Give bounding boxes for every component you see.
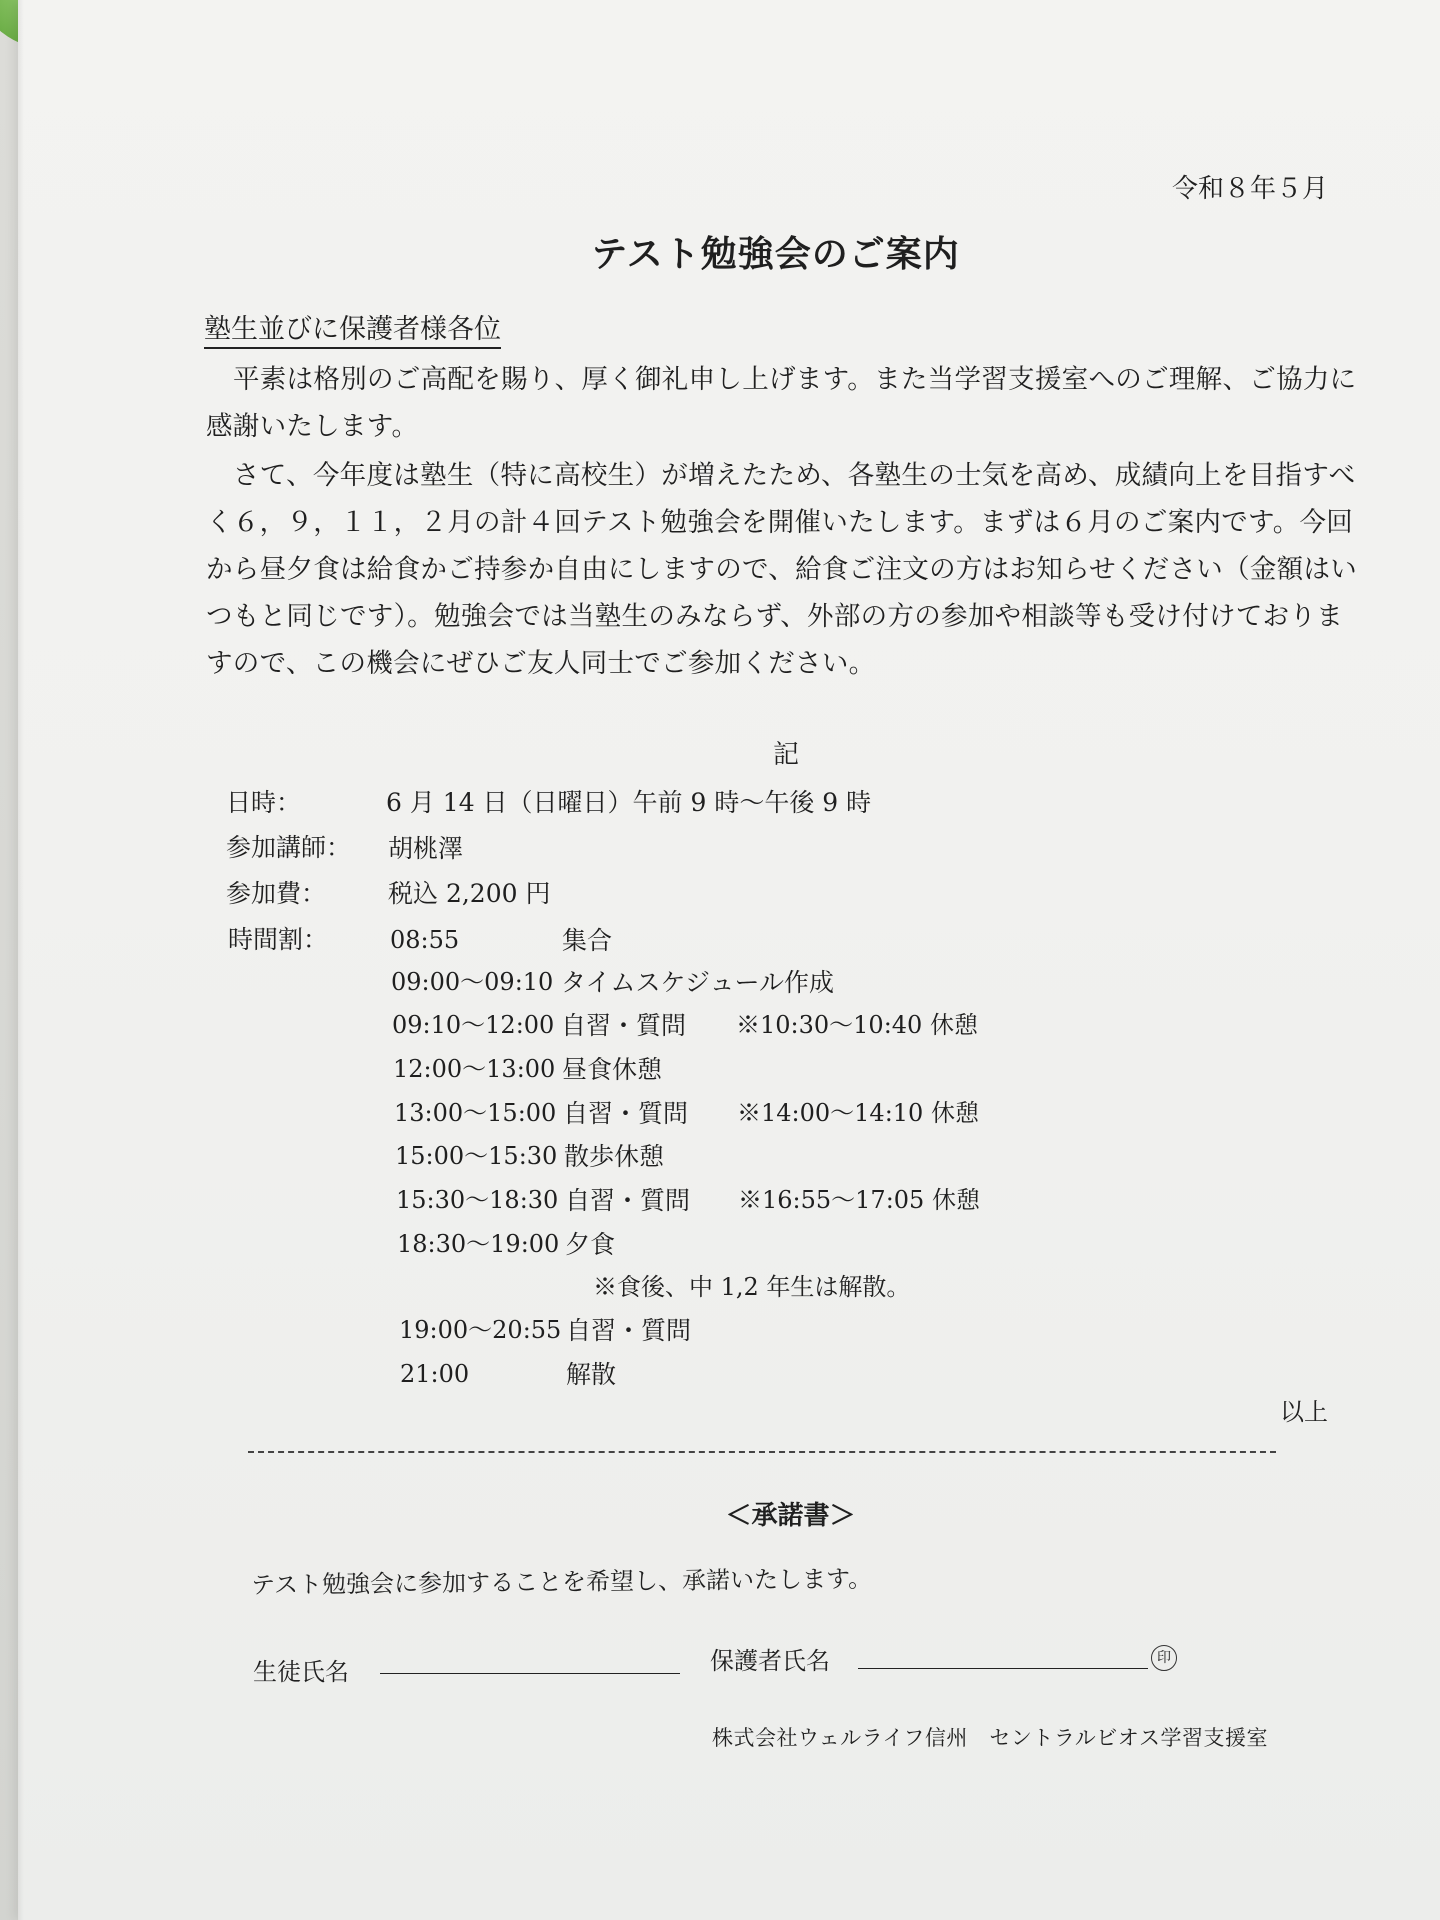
schedule-time: 08:55 bbox=[390, 926, 460, 954]
schedule-time: 09:00～09:10 bbox=[391, 968, 554, 996]
guardian-name-line[interactable] bbox=[858, 1668, 1148, 1669]
schedule-time: 13:00～15:00 bbox=[394, 1099, 557, 1127]
guardian-name-label: 保護者氏名 bbox=[710, 1647, 830, 1675]
addressee: 塾生並びに保護者様各位 bbox=[204, 316, 501, 349]
schedule-activity: 自習・質問 bbox=[561, 1011, 687, 1040]
company-name: 株式会社ウェルライフ信州 セントラルビオス学習支援室 bbox=[712, 1726, 1269, 1750]
schedule-activity: 集合 bbox=[562, 926, 613, 955]
greeting-paragraph: 平素は格別のご高配を賜り、厚く御礼申し上げます。また当学習支援室へのご理解、ご協力に感謝いたします。 bbox=[206, 364, 1357, 442]
instructor-label: 参加講師： bbox=[226, 833, 352, 862]
datetime-value: 6 月 14 日（日曜日）午前 9 時～午後 9 時 bbox=[386, 788, 872, 817]
schedule-time: 18:30～19:00 bbox=[397, 1230, 560, 1258]
closing-mark: 以上 bbox=[1280, 1398, 1328, 1426]
details-heading: 記 bbox=[772, 740, 799, 770]
schedule-time: 15:30～18:30 bbox=[396, 1186, 559, 1214]
schedule-activity: 自習・質問 bbox=[565, 1186, 691, 1215]
schedule-time: 09:10～12:00 bbox=[392, 1011, 555, 1039]
document-title: テスト勉強会のご案内 bbox=[591, 234, 960, 275]
schedule-time: 15:00～15:30 bbox=[395, 1142, 558, 1170]
announcement-paragraph: さて、今年度は塾生（特に高校生）が増えたため、各塾生の士気を高め、成績向上を目指すべく６，９，１１，２月の計４回テスト勉強会を開催いたします。まずは６月のご案内です。今回から昼夕食は給食かご持参か自由にしますので、給食ご注文の方はお知らせください（金額はいつもと同じです）。勉強会では当塾生のみならず、外部の方の参加や相談等も受け付けておりますので、この機会にぜひご友人同士でご参加ください。 bbox=[206, 460, 1358, 679]
document-date: 令和８年５月 bbox=[1171, 174, 1328, 204]
schedule-activity: 散歩休憩 bbox=[564, 1142, 665, 1171]
student-name-label: 生徒氏名 bbox=[253, 1658, 349, 1686]
cut-line bbox=[248, 1451, 1276, 1453]
datetime-label: 日時： bbox=[226, 788, 302, 817]
schedule-activity: 夕食 bbox=[565, 1230, 616, 1259]
schedule-time: 21:00 bbox=[400, 1360, 470, 1388]
schedule-label: 時間割： bbox=[228, 925, 329, 954]
document bbox=[18, 0, 1440, 1920]
schedule-time: 12:00～13:00 bbox=[393, 1055, 556, 1083]
schedule-time: 19:00～20:55 bbox=[399, 1316, 562, 1344]
schedule-break-note: ※14:00～14:10 休憩 bbox=[737, 1099, 979, 1127]
schedule-activity: 昼食休憩 bbox=[562, 1055, 663, 1084]
schedule-break-note: ※16:55～17:05 休憩 bbox=[738, 1186, 980, 1214]
fee-value: 税込 2,200 円 bbox=[388, 879, 551, 908]
instructor-value: 胡桃澤 bbox=[388, 834, 464, 863]
paper-sheet bbox=[18, 0, 1440, 1920]
dinner-note: ※食後、中 1,2 年生は解散。 bbox=[593, 1273, 911, 1301]
student-name-line[interactable] bbox=[380, 1673, 680, 1674]
seal-mark: 印 bbox=[1151, 1645, 1177, 1671]
schedule-activity: 自習・質問 bbox=[563, 1099, 689, 1128]
schedule-break-note: ※10:30～10:40 休憩 bbox=[736, 1011, 978, 1039]
consent-text: テスト勉強会に参加することを希望し、承諾いたします。 bbox=[250, 1564, 873, 1600]
schedule-activity: 自習・質問 bbox=[566, 1316, 692, 1345]
schedule-activity: 解散 bbox=[566, 1360, 617, 1389]
fee-label: 参加費： bbox=[226, 879, 327, 908]
consent-title: ＜承諾書＞ bbox=[725, 1501, 856, 1531]
schedule-activity: タイムスケジュール作成 bbox=[561, 968, 835, 997]
